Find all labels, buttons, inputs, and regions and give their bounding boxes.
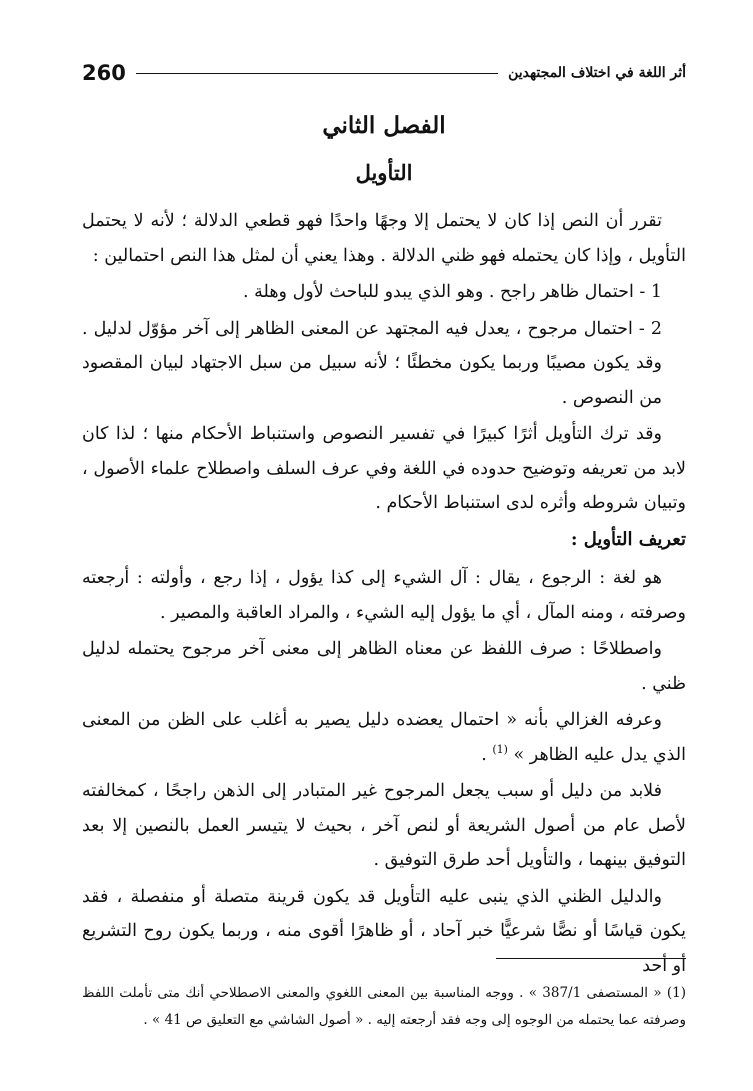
paragraph-text: وعرفه الغزالي بأنه « احتمال يعضده دليل يصير به أغلب على الظن من المعنى الذي يدل عليه الظاهر » xyxy=(82,710,686,765)
subheading: تعريف التأويل : xyxy=(570,528,686,550)
paragraph: وقد ترك التأويل أثرًا كبيرًا في تفسير النصوص واستنباط الأحكام منها ؛ لذا كان لابد من تعريفه وتوضيح حدوده في اللغة وفي عرف السلف واصطلاح علماء الأصول ، وتبيان شروطه وأثره لدى استنباط الأحكام . xyxy=(82,424,686,513)
footnote-marker: (1) xyxy=(492,742,508,756)
running-title: أثر اللغة في اختلاف المجتهدين xyxy=(508,65,686,81)
section-title: التأويل xyxy=(355,160,413,185)
paragraph: تقرر أن النص إذا كان لا يحتمل إلا وجهًا واحدًا فهو قطعي الدلالة ؛ لأنه لا يحتمل التأويل ، وإذا كان يحتمله فهو ظني الدلالة . وهذا يعني أن لمثل هذا النص احتمالين : xyxy=(82,211,686,266)
chapter-title: الفصل الثاني xyxy=(322,112,446,139)
page-number: 260 xyxy=(82,61,126,85)
footnote-rule xyxy=(496,958,686,959)
paragraph: وعرفه الغزالي بأنه « احتمال يعضده دليل يصير به أغلب على الظن من المعنى الذي يدل عليه الظاهر » $^{(1)}$ . xyxy=(82,710,686,765)
paragraph: والدليل الظني الذي ينبى عليه التأويل قد يكون قرينة متصلة أو منفصلة ، فقد يكون قياسًا أو نصًّا شرعيًّا خبر آحاد ، أو ظاهرًا أقوى منه ، وربما يكون روح التشريع أو أحد xyxy=(82,886,686,976)
page-header xyxy=(82,58,686,88)
body-text xyxy=(82,204,686,985)
list-item: 2 - احتمال مرجوح ، يعدل فيه المجتهد عن المعنى الظاهر إلى آخر مؤوّل لدليل . وقد يكون مصيبًا وربما يكون مخطئًا ؛ لأنه سبيل من سبل الاجتهاد لبيان المقصود من النصوص . xyxy=(82,318,662,408)
footnote: (1) « المستصفى 387/1 » . ووجه المناسبة بين المعنى اللغوي والمعنى الاصطلاحي أنك متى تأملت اللفظ وصرفته عما يحتمله من الوجوه إلى وجه فقد أرجعته إليه . « أصول الشاشي مع التعليق ص 41 » . xyxy=(82,985,686,1028)
paragraph: فلابد من دليل أو سبب يجعل المرجوح غير المتبادر إلى الذهن راجحًا ، كمخالفته لأصل عام من أصول الشريعة أو لنص آخر ، بحيث لا يتيسر العمل بالنصين إلا بعد التوفيق بينهما ، والتأويل أحد طرق التوفيق . xyxy=(82,781,686,870)
paragraph: هو لغة : الرجوع ، يقال : آل الشيء إلى كذا يؤول ، إذا رجع ، وأولته : أرجعته وصرفته ، ومنه المآل ، أي ما يؤول إليه الشيء ، والمراد العاقبة والمصير . xyxy=(82,568,686,623)
list-item: 1 - احتمال ظاهر راجح . وهو الذي يبدو للباحث لأول وهلة . xyxy=(243,282,662,302)
header-rule xyxy=(136,73,498,74)
paragraph: واصطلاحًا : صرف اللفظ عن معناه الظاهر إلى معنى آخر مرجوح يحتمله لدليل ظني . xyxy=(82,639,686,694)
